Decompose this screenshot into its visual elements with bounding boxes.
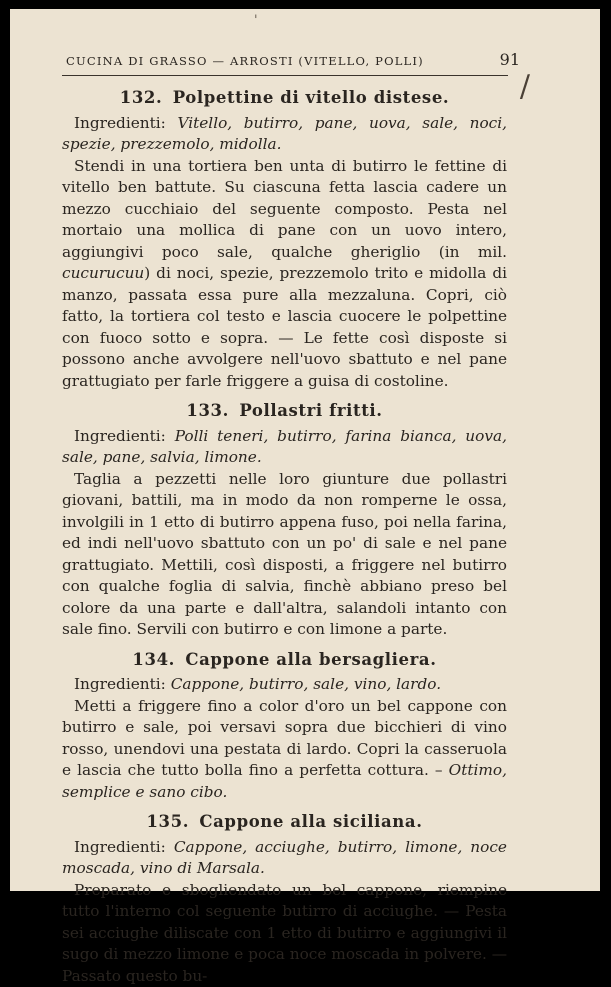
page-number: 91 bbox=[500, 50, 520, 69]
ingredients-list: Vitello, butirro, pane, uova, sale, noci, spezie, prezzemolo, midolla. bbox=[62, 114, 507, 154]
ingredients-list: Cappone, butirro, sale, vino, lardo. bbox=[171, 675, 441, 693]
recipe-name: Pollastri fritti. bbox=[239, 401, 382, 420]
header-rule bbox=[62, 75, 508, 76]
recipe-number: 134. bbox=[132, 650, 175, 669]
ingredients-label: Ingredienti: bbox=[74, 427, 166, 445]
ingredients-line bbox=[62, 113, 507, 156]
recipe-135 bbox=[62, 811, 507, 987]
recipe-text: Preparato e sbogliendato un bel cappone, riempine tutto l'interno col seguente butirro di acciughe. — Pesta sei acciughe diliscate con 1 etto di butirro e aggiungivi il sugo di mezzo limone e poca noce moscada in polvere. — Passato questo bu- bbox=[62, 880, 507, 987]
ingredients-line bbox=[62, 674, 507, 696]
recipe-133 bbox=[62, 400, 507, 641]
margin-pencil-mark: / bbox=[520, 69, 530, 104]
recipe-text: Taglia a pezzetti nelle loro giunture due pollastri giovani, battili, ma in modo da non romperne le ossa, involgili in 1 etto di butirro appena fuso, poi nella farina, ed indi nell'uovo sbattuto con un po' di sale e nel pane grattugiato. Mettili, così disposti, a friggere nel butirro con qualche foglia di salvia, finchè abbiano preso bel colore da una parte e dall'altra, salandoli intanto con sale fino. Servili con butirro e con limone a parte. bbox=[62, 469, 507, 641]
recipe-number: 135. bbox=[146, 812, 189, 831]
recipe-title bbox=[62, 811, 507, 833]
recipe-title bbox=[62, 87, 507, 109]
ingredients-label: Ingredienti: bbox=[74, 675, 166, 693]
page-content bbox=[62, 83, 507, 987]
ingredients-line bbox=[62, 837, 507, 880]
recipe-text: Stendi in una tortiera ben unta di butirro le fettine di vitello ben battute. Su ciascuna fetta lascia cadere un mezzo cucchiaio del seguente composto. Pesta nel mortaio una mollica di pane con un uovo intero, aggiungivi poco sale, qualche gheriglio (in mil. cucurucuu) di noci, spezie, prezzemolo trito e midolla di manzo, passata essa pure alla mezzaluna. Copri, ciò fatto, la tortiera col testo e lascia cuocere le polpettine con fuoco sotto e sopra. — Le fette così disposte si possono anche avvolgere nell'uovo sbattuto e nel pane grattugiato per farle friggere a guisa di costoline. bbox=[62, 156, 507, 393]
recipe-title bbox=[62, 649, 507, 671]
running-header: CUCINA DI GRASSO — ARROSTI (VITELLO, POLLI) bbox=[66, 54, 500, 68]
recipe-name: Cappone alla bersagliera. bbox=[185, 650, 436, 669]
ingredients-list: Cappone, acciughe, butirro, limone, noce moscada, vino di Marsala. bbox=[62, 838, 507, 878]
recipe-134 bbox=[62, 649, 507, 804]
recipe-number: 132. bbox=[120, 88, 163, 107]
recipe-name: Cappone alla siciliana. bbox=[199, 812, 422, 831]
recipe-note: Ottimo, semplice e sano cibo. bbox=[62, 761, 507, 801]
page-tick-mark: ' bbox=[254, 13, 258, 28]
ingredients-label: Ingredienti: bbox=[74, 838, 166, 856]
ingredients-list: Polli teneri, butirro, farina bianca, uova, sale, pane, salvia, limone. bbox=[62, 427, 507, 467]
book-page bbox=[10, 9, 600, 891]
recipe-number: 133. bbox=[186, 401, 229, 420]
recipe-name: Polpettine di vitello distese. bbox=[173, 88, 450, 107]
recipe-text: Metti a friggere fino a color d'oro un bel cappone con butirro e sale, poi versavi sopra due bicchieri di vino rosso, unendovi una pestata di lardo. Copri la casseruola e lascia che tutto bolla fino a perfetta cottura. – Ottimo, semplice e sano cibo. bbox=[62, 696, 507, 804]
recipe-title bbox=[62, 400, 507, 422]
ingredients-line bbox=[62, 426, 507, 469]
recipe-132 bbox=[62, 87, 507, 392]
ingredients-label: Ingredienti: bbox=[74, 114, 166, 132]
